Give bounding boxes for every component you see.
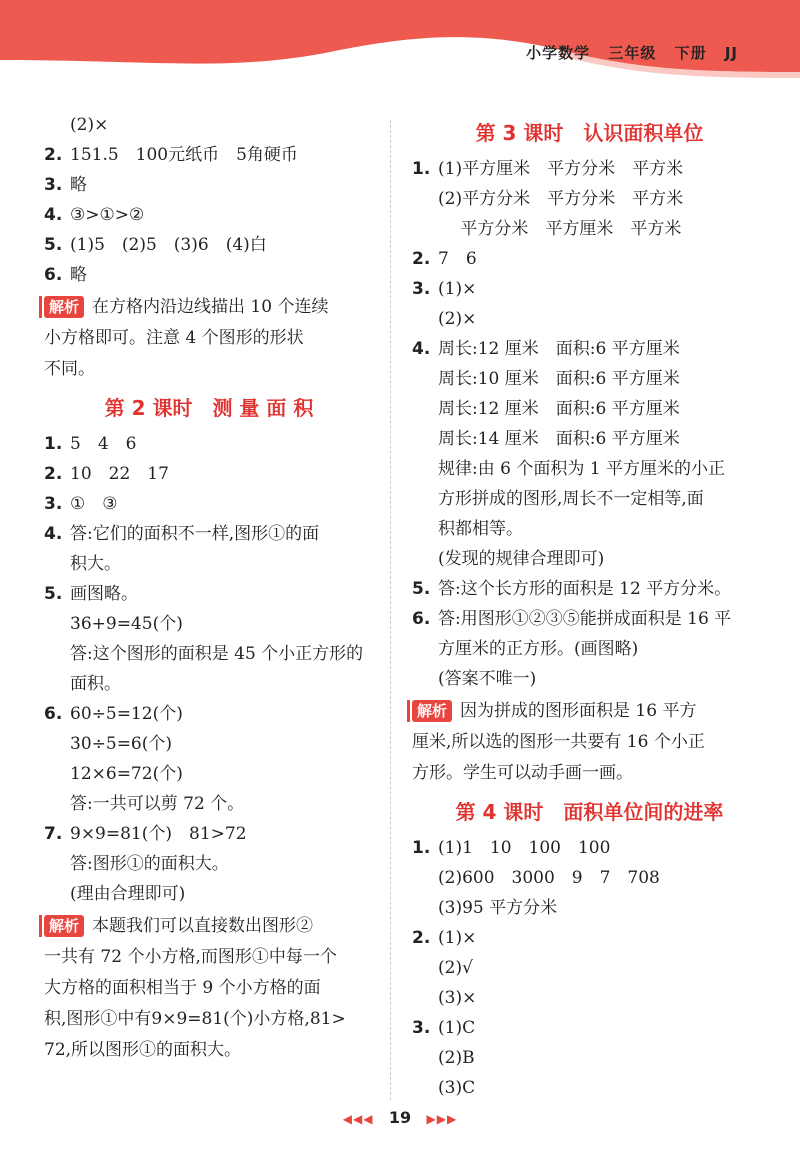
answer-item: [44, 519, 374, 579]
answer-line: 周长:10 厘米 面积:6 平方厘米: [438, 369, 680, 389]
answer-line: 平方分米 平方厘米 平方米: [438, 219, 682, 239]
answer-item: [44, 110, 374, 140]
answer-item: [44, 200, 374, 230]
answer-line: 10 22 17: [70, 464, 169, 484]
answer-body: [70, 699, 374, 819]
answer-line: 答:用图形①②③⑤能拼成面积是 16 平: [438, 609, 732, 629]
header-volume: 下册: [674, 44, 707, 62]
answer-body: [70, 459, 374, 489]
answer-item: [44, 429, 374, 459]
answer-item: [412, 604, 767, 694]
answer-item: [412, 574, 767, 604]
answer-line: (1)5 (2)5 (3)6 (4)白: [70, 235, 267, 255]
answer-line: 答:一共可以剪 72 个。: [70, 794, 245, 814]
answer-line: ③>①>②: [70, 205, 145, 225]
answer-body: [70, 579, 374, 699]
answer-body: [70, 170, 374, 200]
header-subject: 小学数学: [526, 44, 591, 62]
answer-item: [412, 334, 767, 574]
answer-number: 6.: [44, 704, 63, 724]
answer-item: [44, 489, 374, 519]
analysis-line: 积,图形①中有9×9=81(个)小方格,81>: [44, 1009, 346, 1029]
page-number: 19: [388, 1108, 412, 1127]
answer-body: [70, 519, 374, 579]
answer-body: [70, 489, 374, 519]
answer-line: (2)×: [70, 115, 109, 135]
answer-line: 略: [70, 265, 87, 285]
answer-number: 2.: [44, 145, 63, 165]
analysis-line: [44, 911, 374, 942]
answer-line: 60÷5=12(个): [70, 704, 183, 724]
answer-line: (3)95 平方分米: [438, 898, 558, 918]
analysis-line: 不同。: [44, 359, 95, 379]
answer-item: [44, 140, 374, 170]
answer-body: [438, 574, 767, 604]
answer-body: [70, 429, 374, 459]
analysis-line: 一共有 72 个小方格,而图形①中每一个: [44, 947, 337, 967]
answer-body: [70, 260, 374, 290]
answer-body: [70, 140, 374, 170]
answer-item: [412, 833, 767, 923]
answer-number: 4.: [412, 339, 431, 359]
answer-line: 面积。: [70, 674, 121, 694]
answer-item: [44, 579, 374, 699]
answer-line: (2)√: [438, 958, 473, 978]
answer-line: 周长:14 厘米 面积:6 平方厘米: [438, 429, 680, 449]
answer-item: [44, 170, 374, 200]
answer-line: 答:这个图形的面积是 45 个小正方形的: [70, 644, 364, 664]
answer-number: 6.: [44, 265, 63, 285]
answer-line: (1)×: [438, 928, 477, 948]
analysis-note: [44, 911, 374, 1066]
analysis-line: 方形。学生可以动手画一画。: [412, 763, 633, 783]
answer-body: [438, 923, 767, 1013]
answer-line: (2)平方分米 平方分米 平方米: [438, 189, 684, 209]
answer-number: 2.: [412, 928, 431, 948]
answer-line: (发现的规律合理即可): [438, 549, 605, 569]
analysis-line: 厘米,所以选的图形一共要有 16 个小正: [412, 732, 705, 752]
analysis-line: 大方格的面积相当于 9 个小方格的面: [44, 978, 321, 998]
answer-line: 7 6: [438, 249, 477, 269]
analysis-badge: 解析: [44, 915, 84, 937]
answer-line: ① ③: [70, 494, 118, 514]
left-arrows-icon: ◀◀◀: [342, 1112, 374, 1126]
answer-line: 9×9=81(个) 81>72: [70, 824, 247, 844]
right-column: [412, 110, 767, 1103]
answer-body: [438, 833, 767, 923]
answer-number: 6.: [412, 609, 431, 629]
column-divider: [390, 120, 391, 1100]
answer-number: 5.: [44, 584, 63, 604]
answer-line: 积都相等。: [438, 519, 523, 539]
answer-number: 3.: [412, 279, 431, 299]
answer-line: 答:它们的面积不一样,图形①的面: [70, 524, 320, 544]
answer-number: 2.: [44, 464, 63, 484]
answer-line: 周长:12 厘米 面积:6 平方厘米: [438, 339, 680, 359]
answer-body: [438, 154, 767, 244]
answer-line: (2)B: [438, 1048, 475, 1068]
answer-item: [44, 459, 374, 489]
answer-line: 151.5 100元纸币 5角硬币: [70, 145, 298, 165]
answer-number: 5.: [44, 235, 63, 255]
answer-number: 1.: [412, 838, 431, 858]
answer-body: [438, 244, 767, 274]
analysis-text: 在方格内沿边线描出 10 个连续: [92, 297, 329, 317]
analysis-badge: 解析: [412, 700, 452, 722]
answer-line: (2)×: [438, 309, 477, 329]
answer-item: [412, 923, 767, 1013]
answer-item: [412, 154, 767, 244]
answer-item: [412, 1013, 767, 1103]
header-grade: 三年级: [608, 44, 657, 62]
analysis-line: [44, 292, 374, 323]
analysis-badge: 解析: [44, 296, 84, 318]
answer-body: [438, 604, 767, 694]
answer-number: 3.: [412, 1018, 431, 1038]
analysis-line: 72,所以图形①的面积大。: [44, 1040, 242, 1060]
answer-line: (2)600 3000 9 7 708: [438, 868, 660, 888]
section-title: 第 2 课时 测 量 面 积: [104, 396, 314, 420]
answer-line: 周长:12 厘米 面积:6 平方厘米: [438, 399, 680, 419]
answer-item: [44, 230, 374, 260]
answer-line: 36+9=45(个): [70, 614, 183, 634]
answer-line: 方形拼成的图形,周长不一定相等,面: [438, 489, 704, 509]
analysis-text: 因为拼成的图形面积是 16 平方: [460, 701, 697, 721]
section-title: 第 4 课时 面积单位间的进率: [455, 800, 724, 824]
answer-line: 方厘米的正方形。(画图略): [438, 639, 639, 659]
answer-number: 3.: [44, 494, 63, 514]
answer-body: [70, 110, 374, 140]
answer-number: 7.: [44, 824, 63, 844]
answer-line: 积大。: [70, 554, 121, 574]
answer-line: (1)C: [438, 1018, 476, 1038]
answer-line: (理由合理即可): [70, 884, 186, 904]
section-title: 第 3 课时 认识面积单位: [475, 121, 704, 145]
answer-line: 略: [70, 175, 87, 195]
answer-body: [438, 274, 767, 334]
left-column: [44, 110, 374, 1066]
answer-number: 1.: [412, 159, 431, 179]
answer-item: [412, 274, 767, 334]
analysis-note: [44, 292, 374, 385]
answer-item: [44, 260, 374, 290]
answer-line: 答:图形①的面积大。: [70, 854, 229, 874]
answer-body: [438, 334, 767, 574]
answer-number: [44, 110, 70, 140]
answer-line: 5 4 6: [70, 434, 137, 454]
right-arrows-icon: ▶▶▶: [426, 1112, 458, 1126]
analysis-line: 小方格即可。注意 4 个图形的形状: [44, 328, 304, 348]
answer-number: 1.: [44, 434, 63, 454]
answer-line: 12×6=72(个): [70, 764, 183, 784]
answer-line: 画图略。: [70, 584, 138, 604]
answer-line: 答:这个长方形的面积是 12 平方分米。: [438, 579, 732, 599]
answer-line: (1)1 10 100 100: [438, 838, 611, 858]
answer-body: [70, 230, 374, 260]
answer-number: 4.: [44, 205, 63, 225]
analysis-note: [412, 696, 767, 789]
answer-number: 4.: [44, 524, 63, 544]
answer-number: 5.: [412, 579, 431, 599]
answer-number: 2.: [412, 249, 431, 269]
header-edition: JJ: [724, 44, 738, 62]
answer-line: 30÷5=6(个): [70, 734, 173, 754]
answer-line: (1)平方厘米 平方分米 平方米: [438, 159, 684, 179]
answer-number: 3.: [44, 175, 63, 195]
answer-line: (答案不唯一): [438, 669, 537, 689]
analysis-line: [412, 696, 767, 727]
answer-line: (1)×: [438, 279, 477, 299]
header-info: [514, 42, 738, 63]
answer-line: (3)×: [438, 988, 477, 1008]
answer-body: [438, 1013, 767, 1103]
analysis-text: 本题我们可以直接数出图形②: [92, 916, 314, 936]
answer-body: [70, 200, 374, 230]
answer-body: [70, 819, 374, 909]
page-footer: [0, 1108, 800, 1128]
answer-item: [44, 699, 374, 819]
answer-line: 规律:由 6 个面积为 1 平方厘米的小正: [438, 459, 725, 479]
answer-item: [44, 819, 374, 909]
answer-line: (3)C: [438, 1078, 476, 1098]
answer-item: [412, 244, 767, 274]
